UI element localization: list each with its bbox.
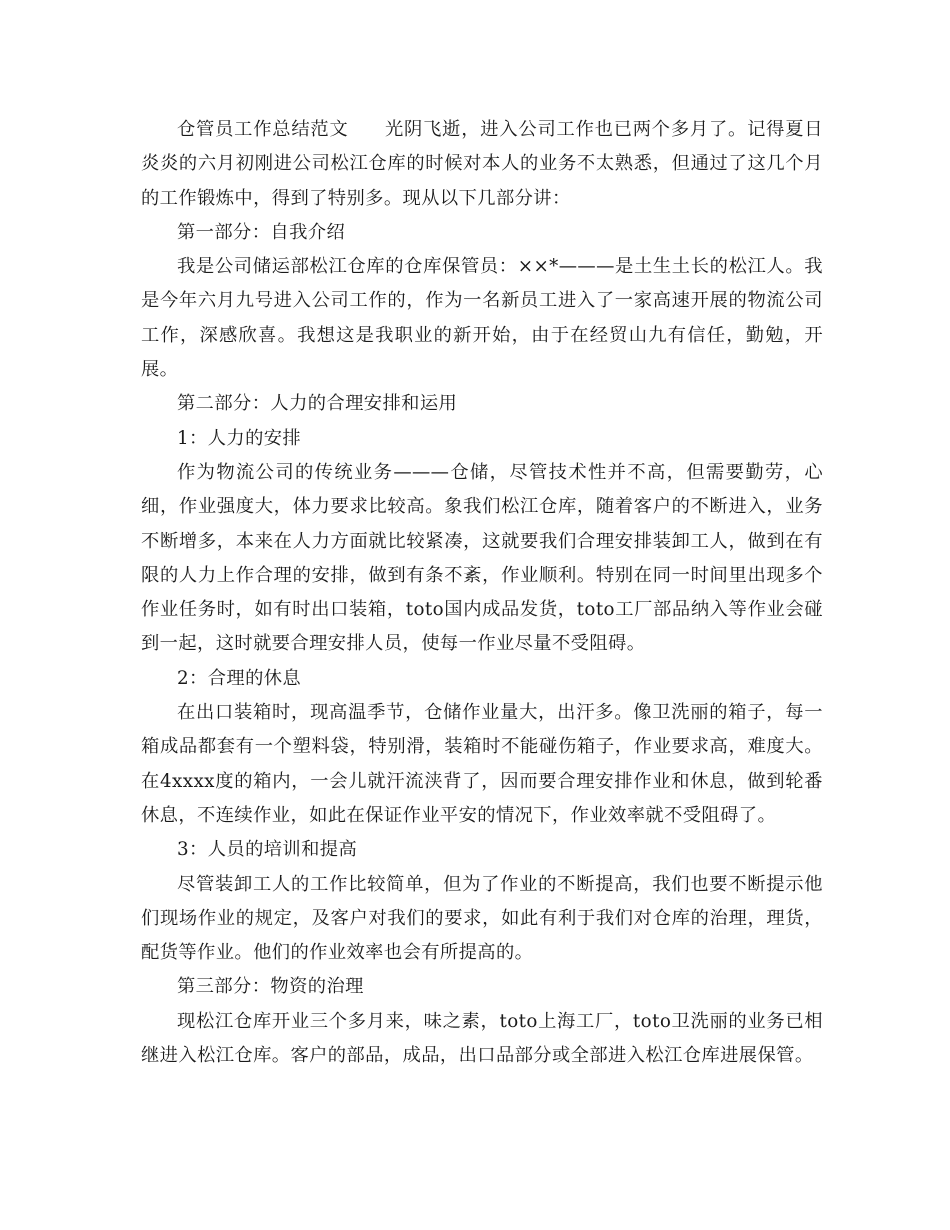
paragraph-staffing: 作为物流公司的传统业务———仓储，尽管技术性并不高，但需要勤劳，心细，作业强度大，体力要求比较高。象我们松江仓库，随着客户的不断进入，业务不断增多，本来在人力方面就比较紧凑，这就要我们合理安排装卸工人，做到在有限的人力上作合理的安排，做到有条不紊，作业顺利。特别在同一时间里出现多个作业任务时，如有时出口装箱，toto国内成品发货，toto工厂部品纳入等作业会碰到一起，这时就要合理安排人员，使每一作业尽量不受阻碍。 xyxy=(141,461,823,655)
paragraph-materials: 现松江仓库开业三个多月来，味之素，toto上海工厂，toto卫洗丽的业务已相继进入松江仓库。客户的部品，成品，出口品部分或全部进入松江仓库进展保管。 xyxy=(141,1010,823,1067)
section-heading-1: 第一部分：自我介绍 xyxy=(177,221,346,243)
subheading-1: 1：人力的安排 xyxy=(177,427,302,449)
paragraph-self-intro: 我是公司储运部松江仓库的仓库保管员：××*———是土生土长的松江人。我是今年六月九号进入公司工作的，作为一名新员工进入了一家高速开展的物流公司工作，深感欣喜。我想这是我职业的新开始，由于在经贸山九有信任，勤勉，开展。 xyxy=(141,256,823,381)
subheading-3: 3：人员的培训和提高 xyxy=(177,839,358,861)
paragraph-training: 尽管装卸工人的工作比较简单，但为了作业的不断提高，我们也要不断提示他们现场作业的规定，及客户对我们的要求，如此有利于我们对仓库的治理，理货，配货等作业。他们的作业效率也会有所提高的。 xyxy=(141,873,823,964)
subheading-2: 2：合理的休息 xyxy=(177,667,302,689)
document-title-paragraph xyxy=(141,113,823,216)
document-body xyxy=(141,113,823,1073)
section-heading-3: 第三部分：物资的治理 xyxy=(177,976,364,998)
intro-text: 光阴飞逝，进入公司工作也已两个多月了。记得夏日炎炎的六月初刚进公司松江仓库的时候对本人的业务不太熟悉，但通过了这几个月的工作锻炼中，得到了特别多。现从以下几部分讲： xyxy=(141,119,823,209)
section-heading-2: 第二部分：人力的合理安排和运用 xyxy=(177,393,458,415)
paragraph-rest: 在出口装箱时，现高温季节，仓储作业量大，出汗多。像卫洗丽的箱子，每一箱成品都套有一个塑料袋，特别滑，装箱时不能碰伤箱子，作业要求高，难度大。在4xxxx度的箱内，一会儿就汗流浃背了，因而要合理安排作业和休息，做到轮番休息，不连续作业，如此在保证作业平安的情况下，作业效率就不受阻碍了。 xyxy=(141,702,823,826)
document-title: 仓管员工作总结范文 xyxy=(177,119,349,140)
